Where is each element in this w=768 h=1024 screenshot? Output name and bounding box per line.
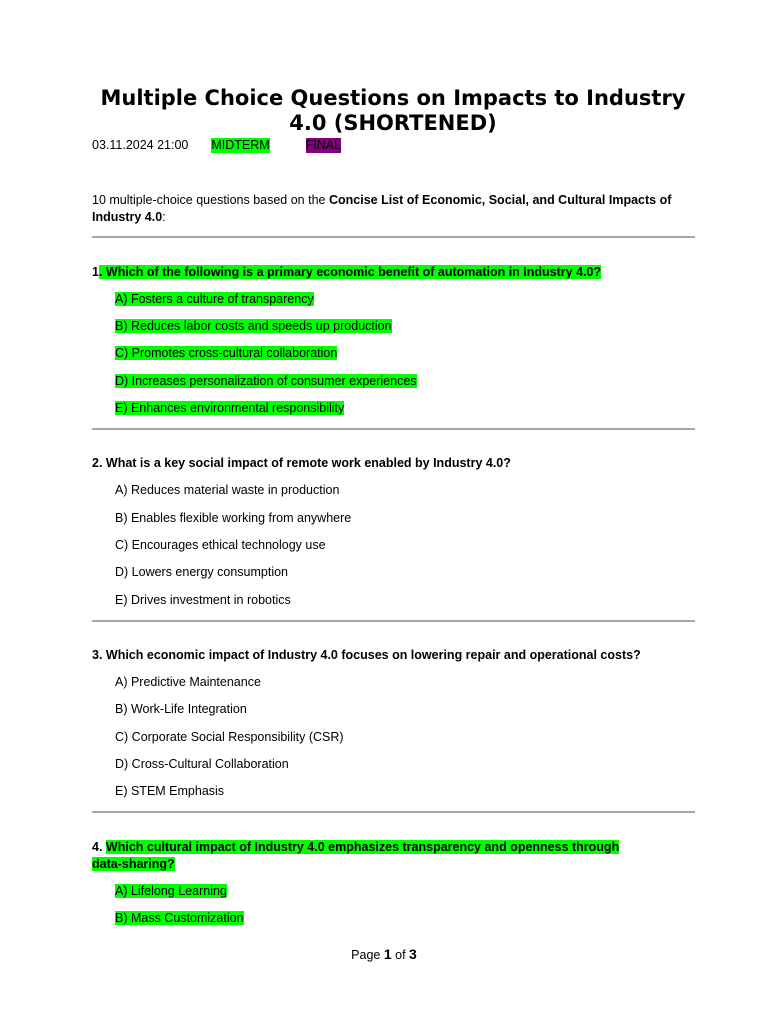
question-3 [92,647,662,664]
option-4b: B) Mass Customization [115,911,244,925]
document-title: Multiple Choice Questions on Impacts to Industry 4.0 (SHORTENED) [100,86,686,135]
divider [92,428,695,430]
page-word: Page [351,948,384,962]
question-2 [92,455,662,472]
divider [92,236,695,238]
question-number: 2 [92,456,99,470]
intro-suffix: : [162,210,166,224]
option-1e: E) Enhances environmental responsibility [115,401,345,415]
page-footer [0,946,768,964]
page-current: 1 [383,946,392,962]
question-text: Which cultural impact of Industry 4.0 emphasizes transparency and openness through data-sharing? [92,840,620,871]
datetime-text: 03.11.2024 21:00 [92,138,189,152]
midterm-tag: MIDTERM [211,138,270,152]
intro-bold: Concise List of Economic, Social, and Cultural Impacts of Industry 4.0 [92,193,672,224]
option-1a: A) Fosters a culture of transparency [115,292,314,306]
question-number: 4 [92,840,99,854]
question-4 [92,839,652,873]
intro-paragraph [92,192,682,226]
meta-line [92,138,341,153]
option-2d: D) Lowers energy consumption [115,565,288,579]
option-2a: A) Reduces material waste in production [115,483,340,497]
question-text: . What is a key social impact of remote work enabled by Industry 4.0? [98,456,511,470]
question-text: . Which of the following is a primary economic benefit of automation in Industry 4.0? [98,265,602,279]
option-1b: B) Reduces labor costs and speeds up production [115,319,392,333]
option-3a: A) Predictive Maintenance [115,675,261,689]
question-prefix: . [98,840,106,854]
option-1c: C) Promotes cross-cultural collaboration [115,346,338,360]
divider [92,811,695,813]
final-tag: FINAL [305,138,342,152]
question-1 [92,264,662,281]
intro-prefix: 10 multiple-choice questions based on the [92,193,329,207]
option-3b: B) Work-Life Integration [115,702,247,716]
question-text: . Which economic impact of Industry 4.0 focuses on lowering repair and operational costs? [98,648,641,662]
option-2e: E) Drives investment in robotics [115,593,291,607]
of-word: of [391,948,410,962]
divider [92,620,695,622]
page-total: 3 [409,946,417,962]
option-3c: C) Corporate Social Responsibility (CSR) [115,730,344,744]
question-number: 1 [92,265,99,279]
option-4a: A) Lifelong Learning [115,884,227,898]
option-2c: C) Encourages ethical technology use [115,538,326,552]
option-3d: D) Cross-Cultural Collaboration [115,757,289,771]
option-1d: D) Increases personalization of consumer experiences [115,374,417,388]
option-2b: B) Enables flexible working from anywhere [115,511,352,525]
question-number: 3 [92,648,99,662]
option-3e: E) STEM Emphasis [115,784,225,798]
